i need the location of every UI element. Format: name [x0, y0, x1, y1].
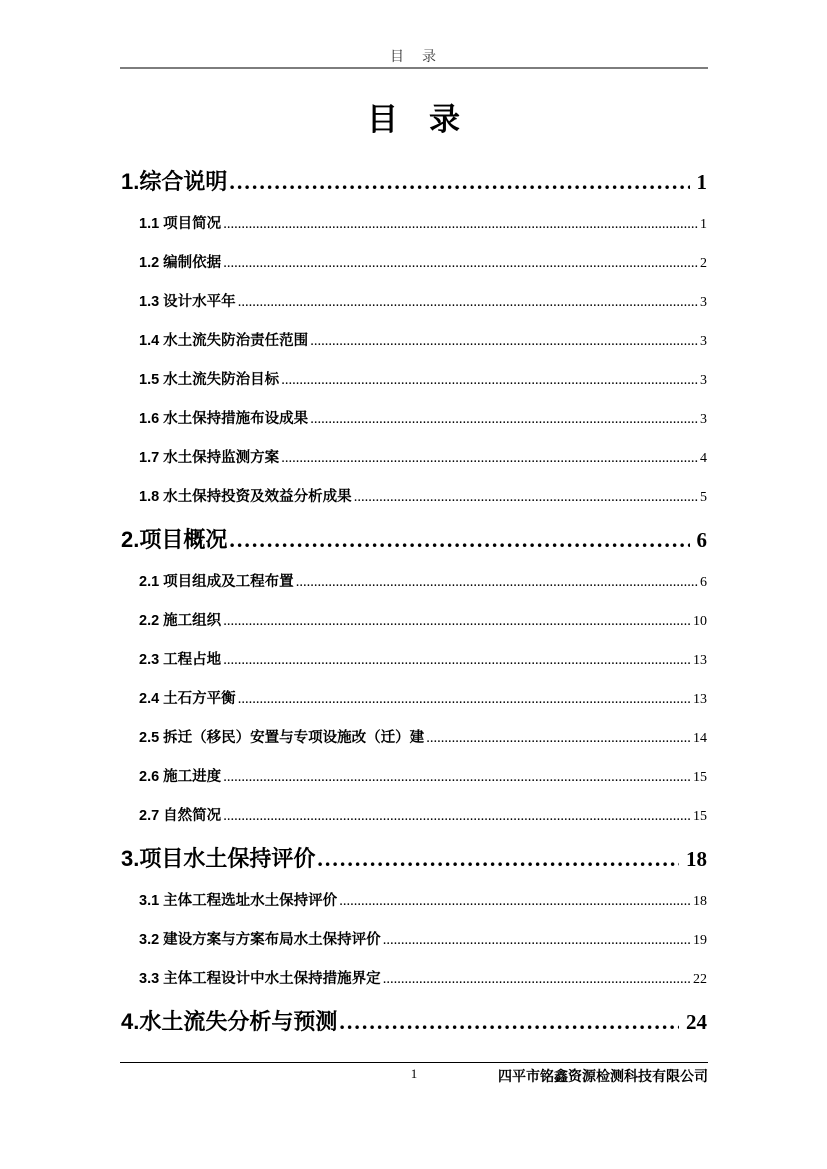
toc-entry-label: 1.8 水土保持投资及效益分析成果	[139, 489, 352, 505]
toc-entry-label: 1.5 水土流失防治目标	[139, 372, 280, 388]
toc-entry	[121, 283, 707, 322]
toc-entry-label: 1.3 设计水平年	[139, 294, 236, 310]
toc-leader-dots	[238, 283, 698, 322]
toc-entry-page: 6	[696, 528, 707, 552]
toc-entry	[121, 439, 707, 478]
toc-entry	[121, 400, 707, 439]
toc-leader-dots	[229, 517, 689, 563]
toc-entry-page: 3	[700, 412, 707, 427]
toc-entry-label: 1.2 编制依据	[139, 255, 222, 271]
toc-leader-dots	[223, 641, 691, 680]
toc-entry-page: 1	[696, 170, 707, 194]
toc-leader-dots	[383, 921, 691, 960]
toc-leader-dots	[339, 999, 679, 1045]
toc-entry-label: 3.1 主体工程选址水土保持评价	[139, 893, 338, 909]
toc-leader-dots	[310, 400, 698, 439]
toc-entry	[121, 719, 707, 758]
toc-leader-dots	[281, 439, 698, 478]
toc-entry-page: 10	[693, 614, 707, 629]
toc-entry-label: 4.水土流失分析与预测	[121, 1009, 338, 1034]
toc-leader-dots	[223, 602, 691, 641]
toc-leader-dots	[238, 680, 691, 719]
toc-leader-dots	[383, 960, 691, 999]
toc-entry	[121, 322, 707, 361]
toc-leader-dots	[223, 797, 691, 836]
toc-entry-page: 2	[700, 256, 707, 271]
toc-entry	[121, 882, 707, 921]
toc-entry-page: 1	[700, 217, 707, 232]
toc-leader-dots	[296, 563, 698, 602]
toc-entry-page: 4	[700, 451, 707, 466]
toc-leader-dots	[223, 244, 698, 283]
footer-rule	[120, 1062, 708, 1063]
toc-entry-label: 1.4 水土流失防治责任范围	[139, 333, 309, 349]
toc-entry-label: 1.综合说明	[121, 169, 228, 194]
toc-entry-page: 18	[686, 847, 707, 871]
toc-entry	[121, 159, 707, 205]
toc-entry-label: 1.7 水土保持监测方案	[139, 450, 280, 466]
toc-entry	[121, 563, 707, 602]
toc-leader-dots	[354, 478, 698, 517]
toc-leader-dots	[339, 882, 691, 921]
toc-entry-page: 13	[693, 653, 707, 668]
toc-entry-page: 15	[693, 770, 707, 785]
toc-entry	[121, 205, 707, 244]
toc-entry-page: 13	[693, 692, 707, 707]
toc-entry-page: 3	[700, 373, 707, 388]
toc-entry-page: 5	[700, 490, 707, 505]
footer-company-name: 四平市铭鑫资源检测科技有限公司	[498, 1068, 708, 1084]
toc-entry-label: 2.7 自然简况	[139, 808, 222, 824]
toc-entry	[121, 960, 707, 999]
footer	[120, 1066, 708, 1088]
header-rule	[120, 67, 708, 69]
toc-entry-page: 6	[700, 575, 707, 590]
toc-entry-label: 2.4 土石方平衡	[139, 691, 236, 707]
toc-entry-page: 22	[693, 972, 707, 987]
toc-entry-page: 18	[693, 894, 707, 909]
toc-leader-dots	[223, 758, 691, 797]
toc-entry-page: 19	[693, 933, 707, 948]
toc-entry-label: 2.项目概况	[121, 527, 228, 552]
toc-leader-dots	[317, 836, 679, 882]
toc-entry	[121, 602, 707, 641]
toc-entry-label: 2.5 拆迁（移民）安置与专项设施改（迁）建	[139, 730, 425, 746]
toc-entry-page: 3	[700, 295, 707, 310]
toc-list	[121, 159, 707, 1045]
toc-entry	[121, 244, 707, 283]
toc-entry-page: 14	[693, 731, 707, 746]
page-title: 目 录	[367, 102, 460, 137]
toc-entry	[121, 641, 707, 680]
toc-entry-label: 2.1 项目组成及工程布置	[139, 574, 294, 590]
toc-leader-dots	[223, 205, 698, 244]
toc-entry	[121, 517, 707, 563]
toc-entry-label: 1.1 项目简况	[139, 216, 222, 232]
toc-entry-label: 2.6 施工进度	[139, 769, 222, 785]
toc-entry-label: 2.3 工程占地	[139, 652, 222, 668]
toc-entry	[121, 836, 707, 882]
toc-leader-dots	[310, 322, 698, 361]
toc-entry-label: 3.2 建设方案与方案布局水土保持评价	[139, 932, 381, 948]
toc-leader-dots	[229, 159, 689, 205]
toc-entry-page: 3	[700, 334, 707, 349]
toc-entry-label: 3.3 主体工程设计中水土保持措施界定	[139, 971, 381, 987]
toc-entry	[121, 680, 707, 719]
toc-entry	[121, 797, 707, 836]
toc-entry-label: 3.项目水土保持评价	[121, 846, 316, 871]
toc-leader-dots	[426, 719, 691, 758]
running-header	[120, 46, 708, 66]
toc-entry-label: 1.6 水土保持措施布设成果	[139, 411, 309, 427]
toc-entry	[121, 478, 707, 517]
toc-entry	[121, 361, 707, 400]
footer-page-number: 1	[410, 1066, 418, 1081]
toc-entry-label: 2.2 施工组织	[139, 613, 222, 629]
toc-entry	[121, 999, 707, 1045]
toc-entry	[121, 921, 707, 960]
toc-leader-dots	[281, 361, 698, 400]
running-header-title: 目 录	[390, 48, 438, 64]
toc-entry	[121, 758, 707, 797]
toc-entry-page: 24	[686, 1010, 707, 1034]
toc-entry-page: 15	[693, 809, 707, 824]
